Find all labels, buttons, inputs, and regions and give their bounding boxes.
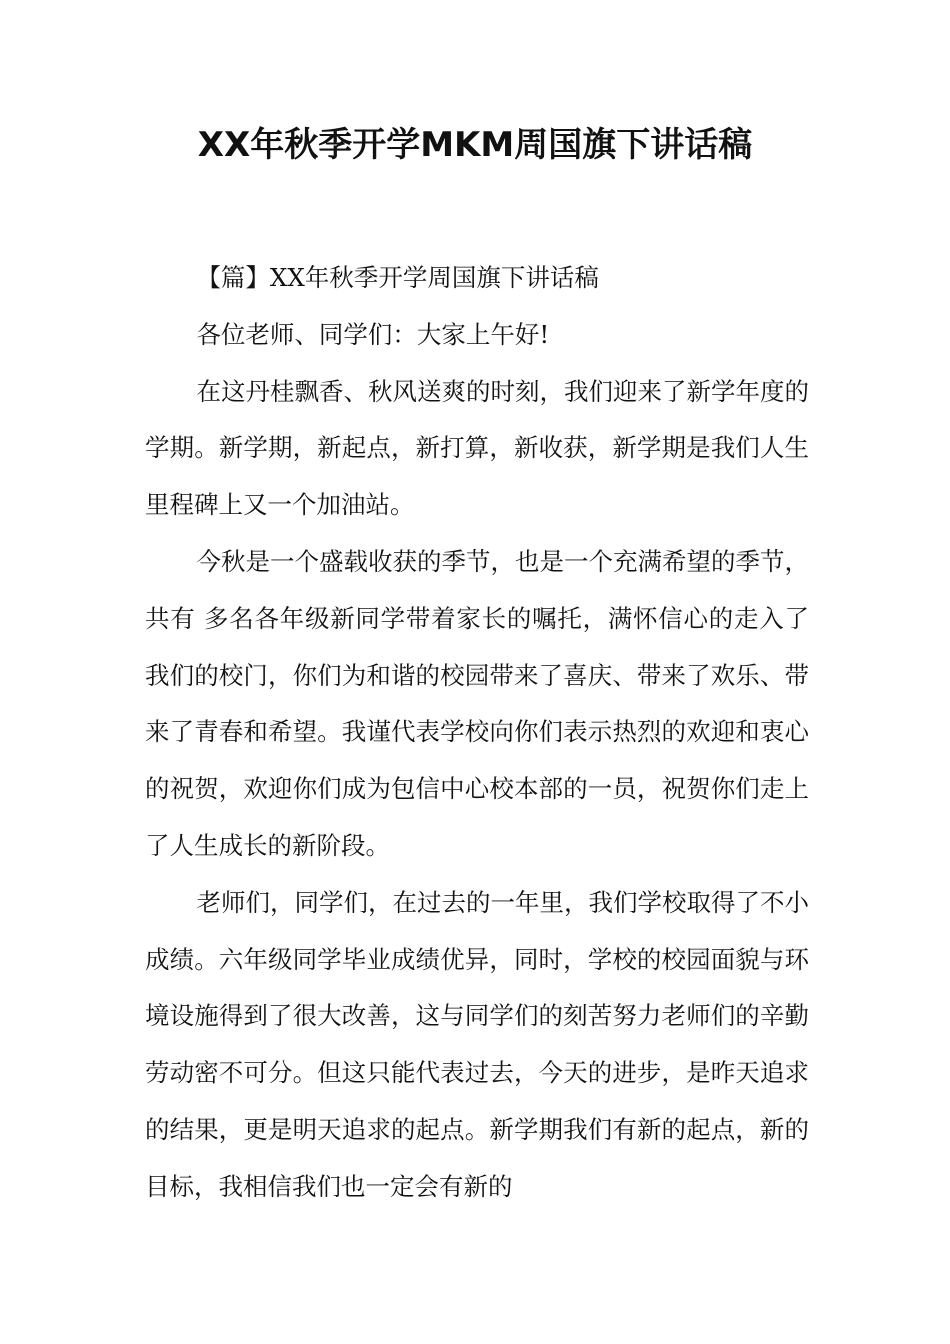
section-heading-paragraph: 【篇】XX年秋季开学周国旗下讲话稿	[196, 263, 599, 292]
body-paragraph: 老师们，同学们，在过去的一年里，我们学校取得了不小成绩。六年级同学毕业成绩优异，同时，学校的校园面貌与环境设施得到了很大改善，这与同学们的刻苦努力老师们的辛勤劳动密不可分。但这只能代表过去，今天的进步，是昨天追求的结果，更是明天追求的起点。新学期我们有新的起点，新的目标，我相信我们也一定会有新的	[145, 887, 809, 1201]
greeting-paragraph: 各位老师、同学们：大家上午好!	[196, 319, 550, 349]
document-title: XX年秋季开学MKM周国旗下讲话稿	[197, 125, 753, 165]
body-paragraph: 今秋是一个盛载收获的季节，也是一个充满希望的季节，共有 多名各年级新同学带着家长的嘱托，满怀信心的走入了我们的校门，你们为和谐的校园带来了喜庆、带来了欢乐、带来了青春和希望。我谨代表学校向你们表示热烈的欢迎和衷心的祝贺，欢迎你们成为包信中心校本部的一员，祝贺你们走上了人生成长的新阶段。	[145, 546, 809, 860]
body-paragraph: 在这丹桂飘香、秋风送爽的时刻，我们迎来了新学年度的学期。新学期，新起点，新打算，新收获，新学期是我们人生里程碑上又一个加油站。	[145, 376, 809, 520]
document-body	[145, 250, 809, 1216]
